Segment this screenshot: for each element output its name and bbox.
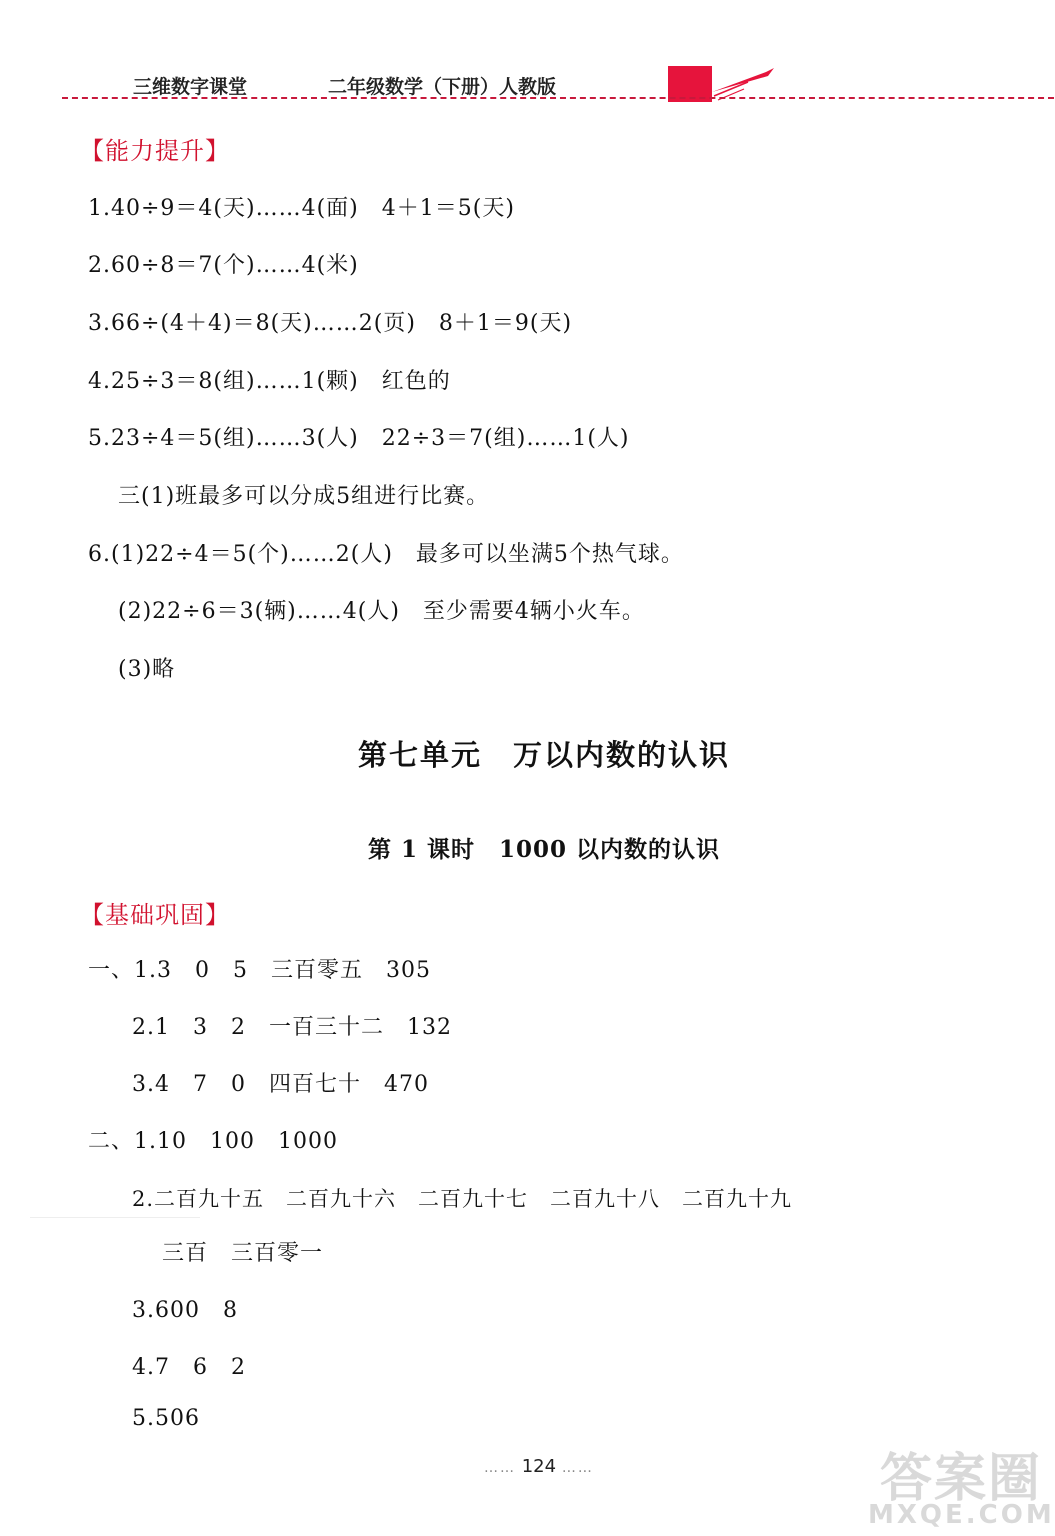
rocket-icon — [708, 62, 778, 102]
header-divider — [62, 97, 1054, 99]
page-number: 124 — [521, 1456, 557, 1477]
answer-line: 5.506 — [132, 1406, 200, 1431]
header-book-title: 二年级数学（下册）人教版 — [328, 76, 557, 98]
answer-line: (3)略 — [118, 657, 176, 682]
answer-line: 2.1 3 2 一百三十二 132 — [132, 1015, 452, 1040]
watermark-logo: 答案圈 — [880, 1449, 1043, 1509]
answer-line: 2.二百九十五 二百九十六 二百九十七 二百九十八 二百九十九 — [132, 1187, 793, 1211]
answer-line: 3.4 7 0 四百七十 470 — [132, 1072, 429, 1097]
watermark-url: MXQE.COM — [868, 1500, 1055, 1530]
answer-line: (2)22÷6＝3(辆)……4(人) 至少需要4辆小火车。 — [118, 599, 645, 624]
answer-line: 2.60÷8＝7(个)……4(米) — [88, 253, 359, 278]
lesson-title: 第 1 课时 1000 以内数的认识 — [368, 836, 721, 863]
section-heading-basic: 【基础巩固】 — [80, 901, 230, 929]
answer-line: 3.66÷(4＋4)＝8(天)……2(页) 8＋1＝9(天) — [88, 311, 573, 336]
answer-line: 4.7 6 2 — [132, 1355, 246, 1380]
answer-line: 三(1)班最多可以分成5组进行比赛。 — [118, 484, 490, 509]
section-heading-ability: 【能力提升】 — [80, 137, 230, 165]
footer-dots-left: …… — [484, 1460, 516, 1476]
header-series: 三维数字课堂 — [133, 76, 248, 98]
answer-line: 6.(1)22÷4＝5(个)……2(人) 最多可以坐满5个热气球。 — [88, 542, 684, 567]
footer-dots-right: …… — [561, 1460, 594, 1476]
answer-line: 4.25÷3＝8(组)……1(颗) 红色的 — [88, 369, 451, 394]
answer-line: 三百 三百零一 — [162, 1241, 324, 1266]
answer-line: 二、1.10 100 1000 — [88, 1129, 338, 1154]
unit-title: 第七单元 万以内数的认识 — [358, 738, 731, 772]
answer-line: 1.40÷9＝4(天)……4(面) 4＋1＝5(天) — [88, 196, 515, 221]
page-number-footer — [484, 1456, 594, 1477]
answer-line: 一、1.3 0 5 三百零五 305 — [88, 958, 431, 983]
answer-line: 5.23÷4＝5(组)……3(人) 22÷3＝7(组)……1(人) — [88, 426, 630, 451]
answer-line: 3.600 8 — [132, 1298, 238, 1323]
scan-artifact-rule — [30, 1217, 200, 1218]
